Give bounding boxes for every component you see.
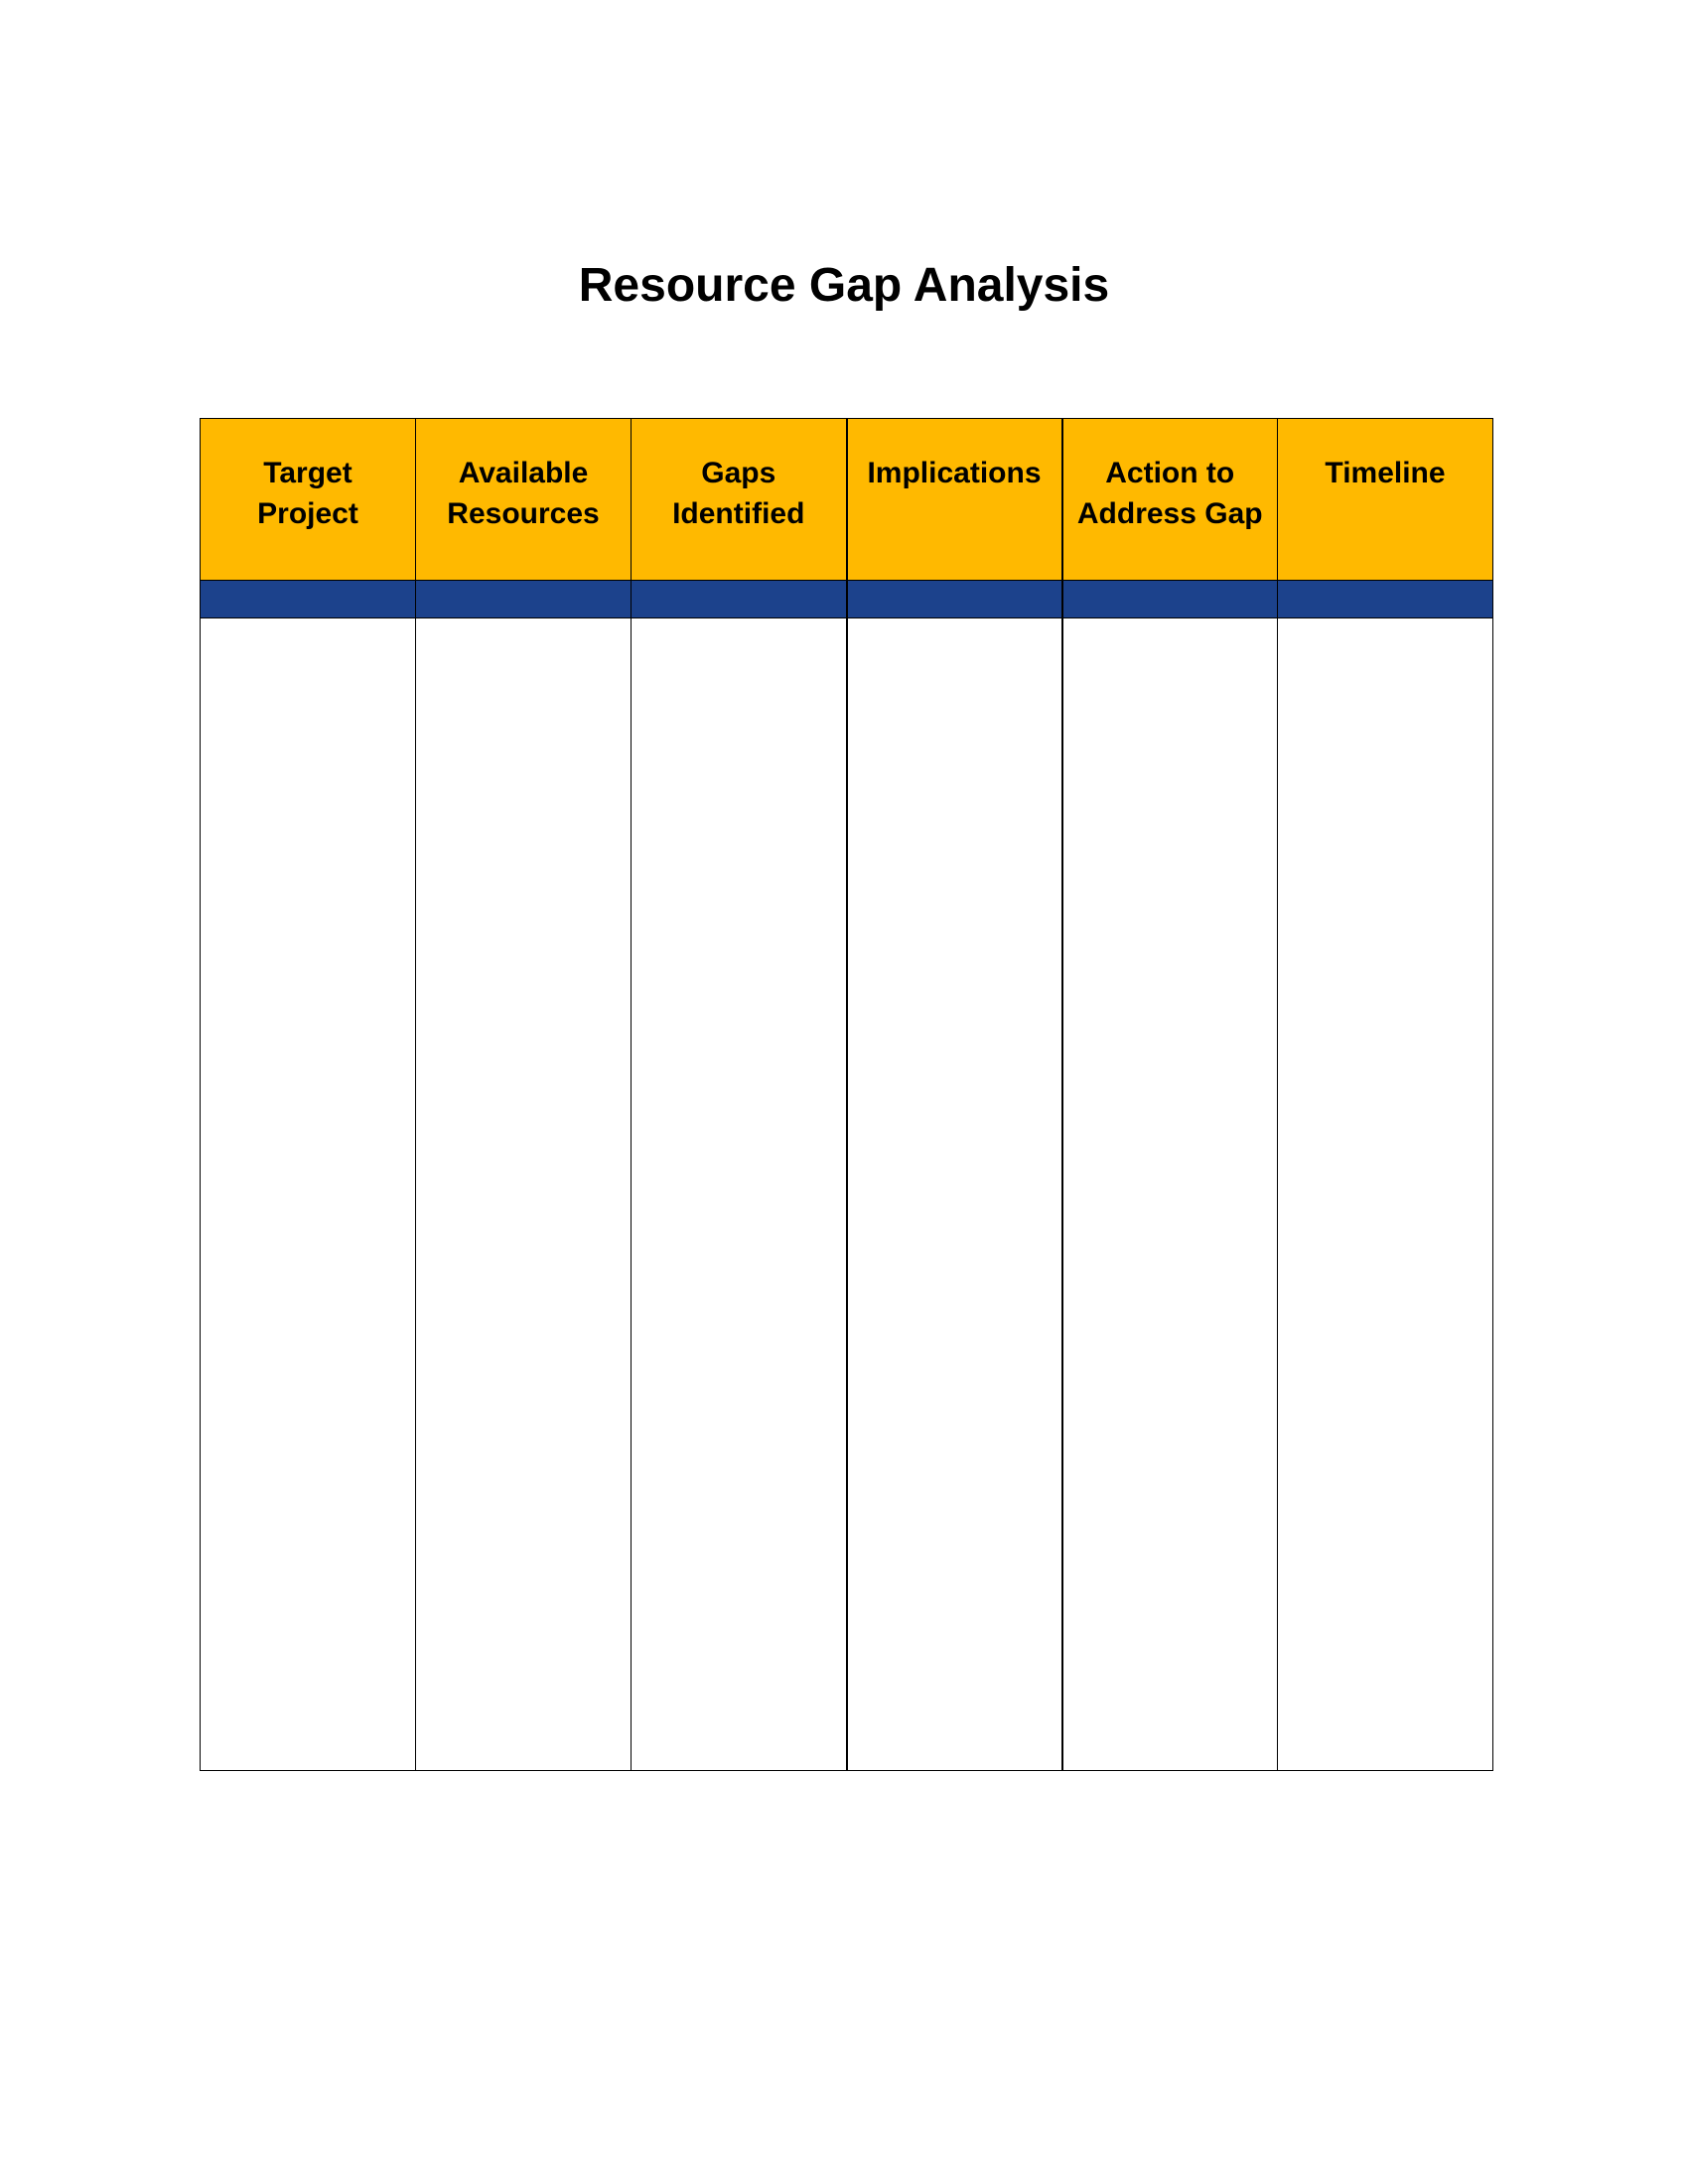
table-cell-target-project[interactable] [201,618,416,1771]
page-title: Resource Gap Analysis [578,259,1110,312]
table-cell-implications[interactable] [847,618,1062,1771]
table-cell-gaps-identified[interactable] [632,618,847,1771]
table-cell-available-resources[interactable] [416,618,632,1771]
column-header-implications: Implications [847,419,1062,581]
band-cell [201,581,416,618]
table-row [201,618,1493,1771]
table-cell-action-to-address-gap[interactable] [1062,618,1278,1771]
column-header-timeline: Timeline [1278,419,1493,581]
band-cell [1278,581,1493,618]
header-row [201,419,1493,581]
table-cell-timeline[interactable] [1278,618,1493,1771]
column-header-available-resources: Available Resources [416,419,632,581]
resource-gap-table [200,418,1493,1771]
band-cell [416,581,632,618]
column-header-gaps-identified: Gaps Identified [632,419,847,581]
band-cell [632,581,847,618]
band-cell [847,581,1062,618]
band-cell [1062,581,1278,618]
column-header-target-project: Target Project [201,419,416,581]
column-header-action-to-address-gap: Action to Address Gap [1062,419,1278,581]
color-band-row [201,581,1493,618]
